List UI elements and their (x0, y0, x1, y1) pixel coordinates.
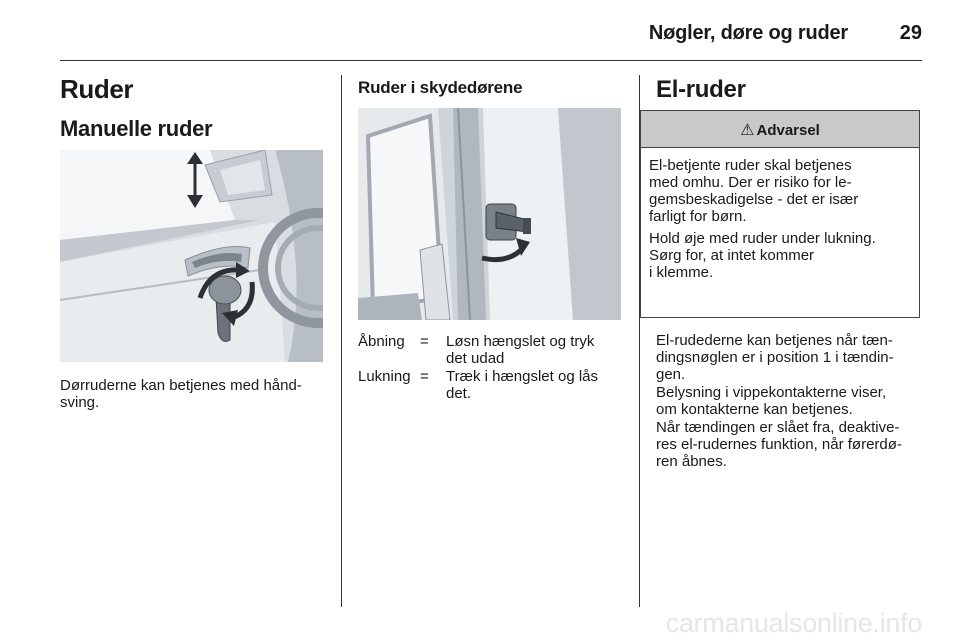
warning-label: Advarsel (756, 122, 820, 139)
watermark: carmanualsonline.info (665, 608, 922, 638)
warning-paragraph-1: El-betjente ruder skal betjenes med omhu. Der er risiko for le- gemsbeskadigelse - det er især farligt for børn. (649, 157, 859, 225)
definition-term-closing: Lukning (358, 368, 411, 385)
power-windows-paragraph-1: El-rudederne kan betjenes når tæn- dingsnøglen er i position 1 i tændin- gen. (656, 332, 894, 383)
definition-desc-closing: Træk i hængslet og lås det. (446, 368, 599, 402)
power-windows-paragraph-2: Belysning i vippekontakterne viser, om kontakterne kan betjenes. (656, 384, 887, 418)
door-window-crank-figure (60, 150, 323, 362)
definition-term-opening: Åbning (358, 333, 405, 350)
definition-equals: = (420, 333, 429, 350)
sliding-door-hinge-figure (358, 108, 621, 320)
power-windows-heading: El-ruder (656, 76, 746, 103)
column-divider-1 (341, 75, 342, 607)
definition-desc-opening: Løsn hængslet og tryk det udad (446, 333, 595, 367)
manual-windows-paragraph: Dørruderne kan betjenes med hånd- sving. (60, 377, 302, 411)
running-header-title: Nøgler, døre og ruder (648, 22, 848, 44)
header-rule (60, 60, 922, 61)
warning-header (641, 111, 919, 148)
warning-paragraph-2: Hold øje med ruder under lukning. Sørg for, at intet kommer i klemme. (649, 230, 876, 281)
sliding-door-windows-heading: Ruder i skydedørene (358, 78, 523, 97)
sliding-door-hinge-illustration-icon (358, 108, 621, 320)
warning-box (640, 110, 920, 318)
section-title: Ruder (60, 74, 134, 104)
subsection-title: Manuelle ruder (60, 116, 213, 141)
definition-equals: = (420, 368, 429, 385)
page-number: 29 (899, 22, 922, 44)
door-window-crank-illustration-icon (60, 150, 323, 362)
warning-triangle-icon: ⚠ (740, 122, 755, 139)
power-windows-paragraph-3: Når tændingen er slået fra, deaktive- res el-rudernes funktion, når førerdø- ren åbnes. (656, 419, 902, 470)
